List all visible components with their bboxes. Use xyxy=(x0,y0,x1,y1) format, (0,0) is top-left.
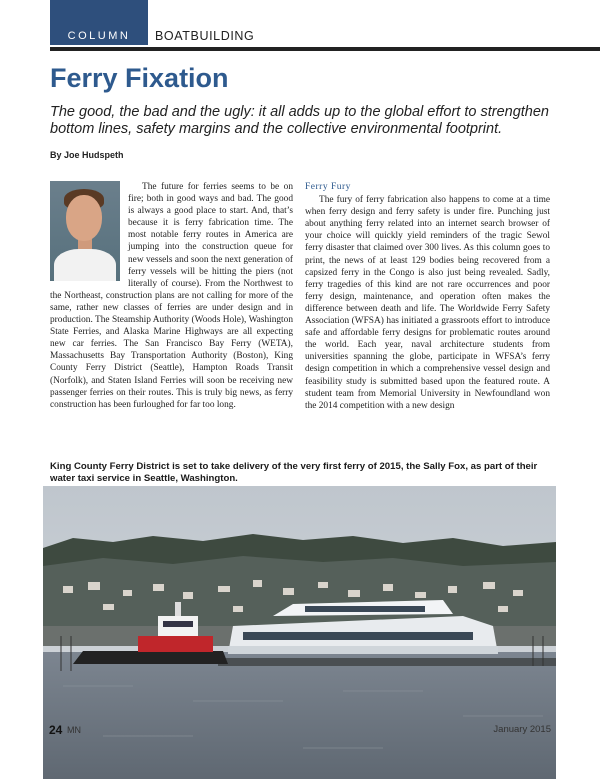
right-column xyxy=(305,181,550,412)
article-subtitle: The good, the bad and the ugly: it all adds up to the global effort to strengthen bottom lines, safety margins and the collective environmental footprint. xyxy=(50,104,549,137)
photo-pier xyxy=(218,658,556,666)
author-shirt xyxy=(54,249,116,281)
magazine-name: MN xyxy=(67,725,81,735)
main-photo xyxy=(43,486,556,779)
page-number: 24 xyxy=(49,723,63,737)
issue-date: January 2015 xyxy=(493,724,551,735)
left-column xyxy=(50,181,293,411)
article-title: Ferry Fixation xyxy=(50,63,229,93)
photo-caption: King County Ferry District is set to take delivery of the very first ferry of 2015, the Sally Fox, as part of their water taxi service in Seattle, Washington. xyxy=(50,461,538,484)
right-column-text: The fury of ferry fabrication also happens to come at a time when ferry design and ferry safety is under fire. Punching just about anything ferry related into an internet search browser of your choice will quickly yield reminders of the tragic Sewol ferry disaster that claimed over 300 lives. As this column goes to print, the news of at least 129 bodies being recovered from a capsized ferry in the Congo is also just being revealed. Sadly, ferry tragedies of this kind are not rare occurrences and poor ferry design, maintenance, and operation often makes the difference between death and life. The Worldwide Ferry Safety Association (WFSA) has initiated a grassroots effort to introduce safe and affordable ferry designs for problematic routes around the world. Each year, naval architecture students from universities spanning the globe, participate in WFSA’s ferry design competition in which a comprehensive vessel design and feasibility study is submitted based upon the featured route. A student team from Memorial University in Newfoundland won the 2014 competition with a new design xyxy=(305,195,550,411)
subhead-ferry-fury: Ferry Fury xyxy=(305,182,351,192)
author-photo xyxy=(50,181,120,281)
section-label: BOATBUILDING xyxy=(155,29,255,43)
column-tab-label: COLUMN xyxy=(67,30,131,42)
header-rule xyxy=(50,47,600,51)
byline: By Joe Hudspeth xyxy=(50,150,124,160)
author-face xyxy=(66,195,102,241)
column-tab xyxy=(50,0,148,45)
left-column-text: The future for ferries seems to be on fire; both in good ways and bad. The good is always a good place to start. And, that’s because it is ferry fabrication time. The most notable ferry routes in America are jumping into the construction queue for new vessels and soon the next generation of ferry vessels will be hitting the piers (not literally of course). From the Northwest to the Northeast, construction plans are not calling for more of the same, rather new classes of ferries are under design and in production. The Steamship Authority (Woods Hole), Washington State Ferries, and Alaska Marine Highways are all expecting new car ferries. The San Francisco Bay Ferry (WETA), Massachusetts Bay Transportation Authority (Boston), King County Ferry District (Seattle), Hampton Roads Transit (Norfolk), and Staten Island Ferries will soon be receiving new passenger ferries on their routes. This is truly big news, as ferry construction has been furloughed for far too long. xyxy=(50,182,293,410)
